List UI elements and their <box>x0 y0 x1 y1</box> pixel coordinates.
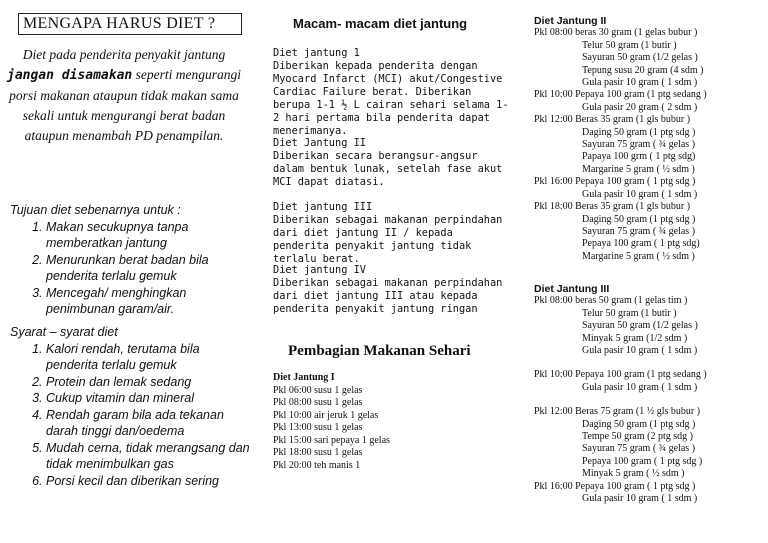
diet-2-heading: Diet Jantung II <box>534 15 607 27</box>
intro-text-after: seperti mengurangi porsi makanan ataupun tidak makan sama sekali untuk mengurangi berat badan ataupun menambah PD penampilan. <box>9 67 241 143</box>
diet-3-menu <box>534 283 768 506</box>
list-item: 4. Rendah garam bila ada tekanan darah tinggi dan/oedema <box>46 407 250 440</box>
list-item: 5. Mudah cerna, tidak merangsang dan tidak menimbulkan gas <box>46 440 250 473</box>
diet-1-menu <box>273 372 509 472</box>
menu-row: Pkl 15:00 sari pepaya 1 gelas <box>273 434 390 446</box>
list-item: 3. Mencegah/ menghingkan penimbunan garam/air. <box>46 285 250 318</box>
menu-row: Telur 50 gram (1 butir ) <box>582 307 677 319</box>
menu-row: Pkl 16:00 Pepaya 100 gram ( 1 ptg sdg ) <box>534 176 696 188</box>
menu-row: Sayuran 50 gram (1/2 gelas ) <box>582 52 698 64</box>
diet-3-heading: Diet Jantung III <box>534 283 610 295</box>
list-item: 1. Makan secukupnya tanpa memberatkan jantung <box>46 219 250 252</box>
menu-row: Papaya 100 grm ( 1 ptg sdg) <box>582 151 696 163</box>
list-item: 1. Kalori rendah, terutama bila penderita terlalu gemuk <box>46 341 250 374</box>
list-item: 2. Protein dan lemak sedang <box>46 374 250 391</box>
spacer <box>534 394 768 406</box>
menu-row: Sayuran 75 gram ( ¾ gelas ) <box>582 225 696 237</box>
menu-row: Tempe 50 gram (2 ptg sdg ) <box>582 431 693 443</box>
diet-type-paragraph: Diet jantung 1 Diberikan kepada penderita dengan Myocard Infarct (MCI) akut/Congestive Cardiac Failure berat. Diberikan berupa 1-1 ½ L cairan sehari selama 1-2 hari pertama bila penderita dapat menerimanya. <box>273 47 509 137</box>
intro-text-before: Diet pada penderita penyakit jantung <box>22 47 226 62</box>
menu-row: Pkl 16:00 Pepaya 100 gram ( 1 ptg sdg ) <box>534 480 696 492</box>
menu-row: Pkl 08:00 susu 1 gelas <box>273 397 363 408</box>
intro-paragraph <box>4 45 244 146</box>
tujuan-list <box>10 219 250 318</box>
menu-row: Pkl 10:00 air jeruk 1 gelas <box>273 409 379 421</box>
menu-row: Pkl 08:00 beras 30 gram (1 gelas bubur ) <box>534 27 698 39</box>
menu-row: Sayuran 75 gram ( ¾ gelas ) <box>582 443 696 455</box>
menu-row: Telur 50 gram (1 butir ) <box>582 39 677 51</box>
menu-row: Pkl 12:00 Beras 35 gram (1 gls bubur ) <box>534 114 691 126</box>
menu-row: Pkl 10:00 Pepaya 100 gram (1 ptg sedang ) <box>534 89 707 101</box>
menu-row: Margarine 5 gram ( ½ sdm ) <box>582 250 695 262</box>
menu-row: Pkl 18:00 Beras 35 gram (1 gls bubur ) <box>534 201 691 213</box>
syarat-list <box>10 341 250 490</box>
tujuan-section <box>10 202 250 318</box>
diet-type-paragraph: Diet jantung III Diberikan sebagai makanan perpindahan dari diet jantung II / kepada penderita penyakit jantung tidak terlalu berat. <box>273 201 503 265</box>
menu-row: Pepaya 100 gram ( 1 ptg sdg) <box>582 238 700 250</box>
menu-row: Minyak 5 gram ( ½ sdm ) <box>582 468 685 480</box>
section-title-why-diet: MENGAPA HARUS DIET ? <box>18 13 242 35</box>
menu-row: Gula pasir 10 gram ( 1 sdm ) <box>582 188 698 200</box>
syarat-heading: Syarat – syarat diet <box>10 325 118 339</box>
section-title-daily-meals: Pembagian Makanan Sehari <box>288 343 471 359</box>
list-item: 3. Cukup vitamin dan mineral <box>46 390 250 407</box>
tujuan-heading: Tujuan diet sebenarnya untuk : <box>10 203 181 217</box>
menu-row: Daging 50 gram (1 ptg sdg ) <box>582 126 696 138</box>
menu-row: Pkl 12:00 Beras 75 gram (1 ½ gls bubur ) <box>534 406 701 418</box>
menu-row: Pkl 10:00 Pepaya 100 gram (1 ptg sedang ) <box>534 369 707 381</box>
menu-row: Gula pasir 20 gram ( 2 sdm ) <box>582 101 698 113</box>
menu-row: Sayuran 75 gram ( ¾ gelas ) <box>582 139 696 151</box>
diet-2-menu <box>534 15 768 263</box>
menu-row: Pkl 06:00 susu 1 gelas <box>273 384 363 396</box>
menu-row: Minyak 5 gram (1/2 sdm ) <box>582 332 688 344</box>
menu-row: Pepaya 100 gram ( 1 ptg sdg ) <box>582 455 703 467</box>
diet-type-paragraph: Diet Jantung II Diberikan secara berangsur-angsur dalam bentuk lunak, setelah fase akut MCI dapat diatasi. <box>273 137 503 188</box>
menu-row: Daging 50 gram (1 ptg sdg ) <box>582 213 696 225</box>
menu-row: Pkl 20:00 teh manis 1 <box>273 459 361 471</box>
menu-row: Gula pasir 10 gram ( 1 sdm ) <box>582 493 698 505</box>
spacer <box>534 357 768 369</box>
diet-1-heading: Diet Jantung I <box>273 372 335 383</box>
menu-row: Gula pasir 10 gram ( 1 sdm ) <box>582 77 698 89</box>
menu-row: Gula pasir 10 gram ( 1 sdm ) <box>582 381 698 393</box>
menu-row: Pkl 08:00 beras 50 gram (1 gelas tim ) <box>534 295 688 307</box>
list-item: 2. Menurunkan berat badan bila penderita terlalu gemuk <box>46 252 250 285</box>
menu-row: Tepung susu 20 gram (4 sdm ) <box>582 64 704 76</box>
section-title-diet-types: Macam- macam diet jantung <box>293 16 468 31</box>
menu-row: Daging 50 gram (1 ptg sdg ) <box>582 418 696 430</box>
menu-row: Sayuran 50 gram (1/2 gelas ) <box>582 320 698 332</box>
menu-row: Gula pasir 10 gram ( 1 sdm ) <box>582 345 698 357</box>
intro-emphasis: jangan disamakan <box>7 68 133 83</box>
list-item: 6. Porsi kecil dan diberikan sering <box>46 473 250 490</box>
diet-type-paragraph: Diet jantung IV Diberikan sebagai makanan perpindahan dari diet jantung III atau kepada penderita penyakit jantung ringan <box>273 264 503 315</box>
menu-row: Pkl 13:00 susu 1 gelas <box>273 422 363 433</box>
syarat-section <box>10 324 250 489</box>
menu-row: Margarine 5 gram ( ½ sdm ) <box>582 163 695 175</box>
menu-row: Pkl 18:00 susu 1 gelas <box>273 447 363 458</box>
